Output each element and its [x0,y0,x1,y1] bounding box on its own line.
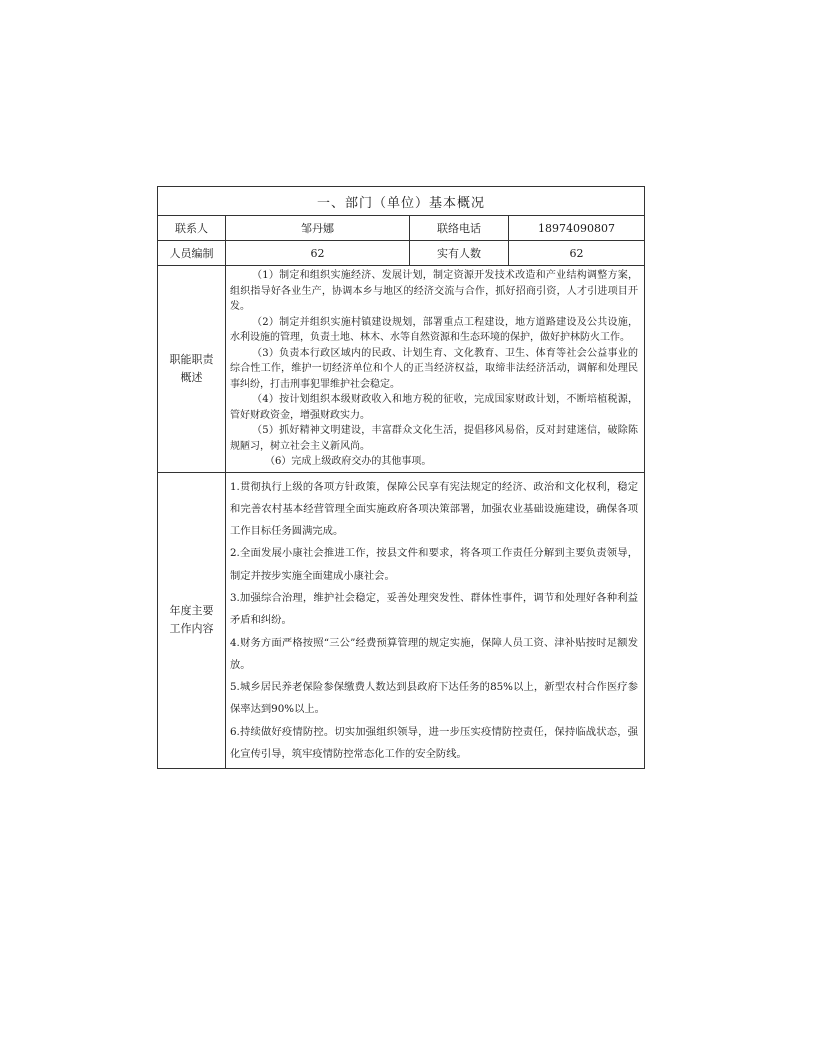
overview-sheet [157,186,644,769]
work-label: 年度主要工作内容 [158,472,226,769]
staff-value: 62 [226,241,410,266]
contact-label: 联系人 [158,216,226,241]
staff-label: 人员编制 [158,241,226,266]
work-item: 4.财务方面严格按照“三公”经费预算管理的规定实施，保障人员工资、津补贴按时足额发放。 [230,636,639,671]
duty-item: （1）制定和组织实施经济、发展计划，制定资源开发技术改造和产业结构调整方案，组织指导好各业生产，协调本乡与地区的经济交流与合作，抓好招商引资，人才引进项目开发。 [230,270,639,312]
duty-item: （6）完成上级政府交办的其他事项。 [265,456,432,467]
overview-table [157,186,645,769]
duty-item: （3）负责本行政区域内的民政、计划生育、文化教育、卫生、体育等社会公益事业的综合性工作，维护一切经济单位和个人的正当经济权益，取缔非法经济活动，调解和处理民事纠纷，打击刑事犯罪维护社会稳定。 [230,347,639,390]
work-item: 2.全面发展小康社会推进工作，按县文件和要求，将各项工作责任分解到主要负责领导，制定并按步实施全面建成小康社会。 [230,547,639,582]
work-item: 3.加强综合治理，维护社会稳定，妥善处理突发性、群体性事件，调节和处理好各种利益矛盾和纠纷。 [230,591,639,627]
duty-item: （2）制定并组织实施村镇建设规划，部署重点工程建设，地方道路建设及公共设施，水利设施的管理，负责土地、林木、水等自然资源和生态环境的保护，做好护林防火工作。 [230,316,639,343]
actual-staff-value: 62 [509,241,645,266]
work-item: 6.持续做好疫情防控。切实加强组织领导，进一步压实疫情防控责任，保持临战状态，强化宣传引导，筑牢疫情防控常态化工作的安全防线。 [230,725,639,761]
actual-staff-label: 实有人数 [410,241,509,266]
duties-label: 职能职责概述 [158,266,226,473]
phone-value: 18974090807 [509,216,645,241]
duty-item: （4）按计划组织本级财政收入和地方税的征收，完成国家财政计划，不断培植税源，管好财政资金，增强财政实力。 [230,394,639,421]
work-item: 5.城乡居民养老保险参保缴费人数达到县政府下达任务的85%以上，新型农村合作医疗参保率达到90%以上。 [230,681,639,716]
work-item: 1.贯彻执行上级的各项方针政策，保障公民享有宪法规定的经济、政治和文化权利，稳定和完善农村基本经营管理全面实施政府各项决策部署，加强农业基础设施建设，确保各项工作目标任务圆满完成。 [230,480,639,538]
table-title: 一、部门（单位）基本概况 [158,187,645,216]
contact-value: 邹丹娜 [226,216,410,241]
duties-content [226,266,645,473]
phone-label: 联络电话 [410,216,509,241]
work-content [226,472,645,769]
duty-item: （5）抓好精神文明建设，丰富群众文化生活，提倡移风易俗，反对封建迷信，破除陈规陋习，树立社会主义新风尚。 [230,425,639,452]
